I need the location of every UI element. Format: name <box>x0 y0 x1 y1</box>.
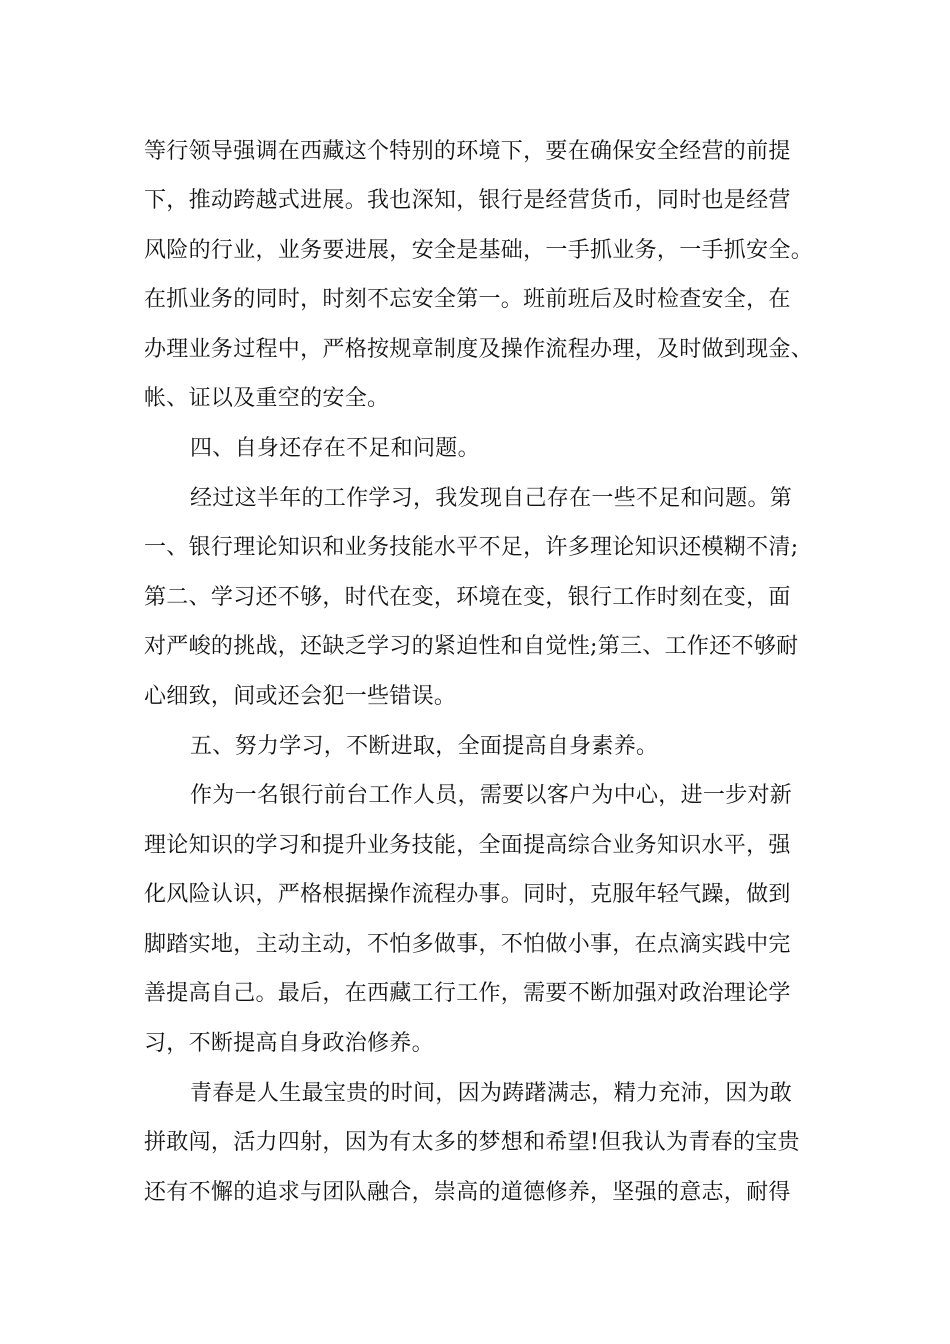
text-line: 作为一名银行前台工作人员，需要以客户为中心，进一步对新 <box>190 783 793 808</box>
text-line: 脚踏实地，主动主动，不怕多做事，不怕做小事，在点滴实践中完 <box>144 932 791 957</box>
text-line: 习，不断提高自身政治修养。 <box>144 1031 434 1056</box>
text-line: 下，推动跨越式进展。我也深知，银行是经营货币，同时也是经营 <box>144 188 791 213</box>
text-line: 心细致，间或还会犯一些错误。 <box>144 684 457 709</box>
text-line: 风险的行业，业务要进展，安全是基础，一手抓业务，一手抓安全。 <box>144 238 814 263</box>
text-line: 等行领导强调在西藏这个特别的环境下，要在确保安全经营的前提 <box>144 139 791 164</box>
text-line: 青春是人生最宝贵的时间，因为踌躇满志，精力充沛，因为敢 <box>190 1081 793 1106</box>
text-line: 拼敢闯，活力四射，因为有太多的梦想和希望!但我认为青春的宝贵 <box>144 1130 800 1155</box>
text-line: 办理业务过程中，严格按规章制度及操作流程办理，及时做到现金、 <box>144 337 814 362</box>
text-line: 化风险认识，严格根据操作流程办事。同时，克服年轻气躁，做到 <box>144 882 791 907</box>
text-line: 还有不懈的追求与团队融合，崇高的道德修养，坚强的意志，耐得 <box>144 1180 791 1205</box>
text-line: 理论知识的学习和提升业务技能，全面提高综合业务知识水平，强 <box>144 833 791 858</box>
text-line: 在抓业务的同时，时刻不忘安全第一。班前班后及时检查安全，在 <box>144 287 791 312</box>
text-line: 善提高自己。最后，在西藏工行工作，需要不断加强对政治理论学 <box>144 981 791 1006</box>
text-line: 帐、证以及重空的安全。 <box>144 386 390 411</box>
section-heading: 五、努力学习，不断进取，全面提高自身素养。 <box>190 734 659 759</box>
text-line: 一、银行理论知识和业务技能水平不足，许多理论知识还模糊不清; <box>144 535 799 560</box>
text-line: 第二、学习还不够，时代在变，环境在变，银行工作时刻在变，面 <box>144 585 791 610</box>
text-line: 对严峻的挑战，还缺乏学习的紧迫性和自觉性;第三、工作还不够耐 <box>144 634 799 659</box>
text-line: 经过这半年的工作学习，我发现自己存在一些不足和问题。第 <box>190 486 793 511</box>
section-heading: 四、自身还存在不足和问题。 <box>190 436 480 461</box>
